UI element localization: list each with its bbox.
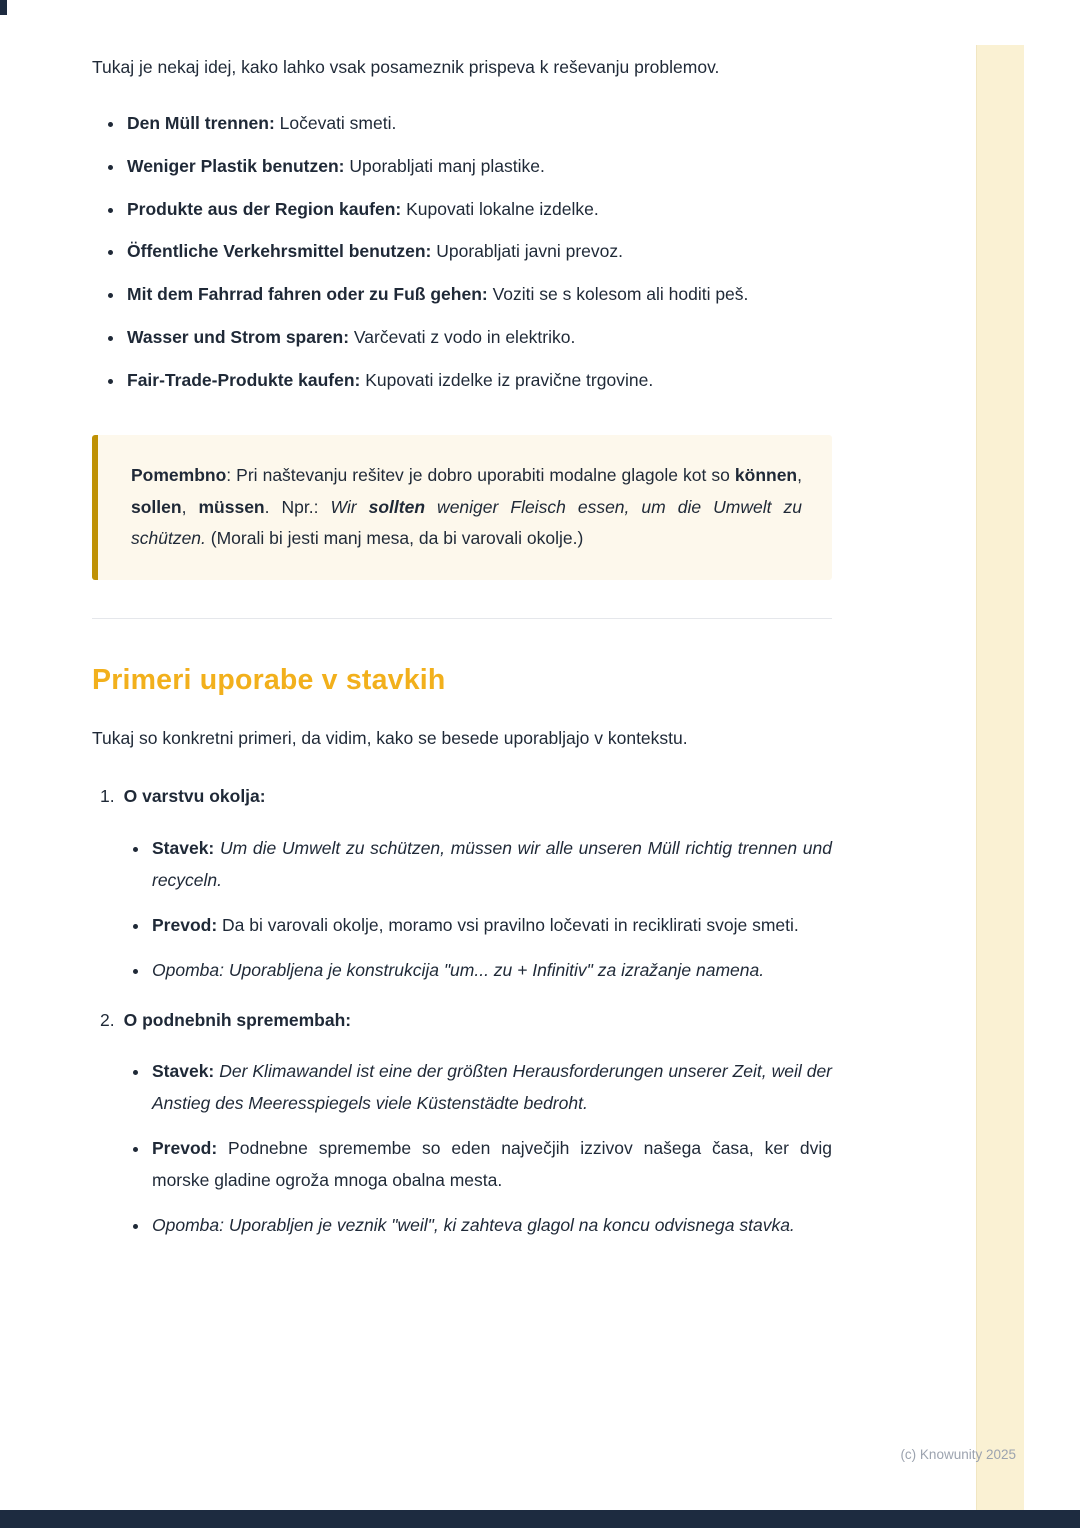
example-number: 2.	[100, 1009, 115, 1030]
idea-translation: Ločevati smeti.	[274, 112, 397, 133]
idea-term: Fair-Trade-Produkte kaufen:	[127, 369, 361, 390]
example-details	[100, 833, 832, 986]
idea-term: Wasser und Strom sparen:	[127, 327, 350, 348]
idea-term: Mit dem Fahrrad fahren oder zu Fuß gehen:	[127, 284, 488, 305]
idea-item	[125, 236, 832, 268]
callout-body-text: : Pri naštevanju rešitev je dobro uporabiti modalne glagole kot so	[226, 464, 735, 485]
section-intro: Tukaj so konkretni primeri, da vidim, kako se besede uporabljajo v kontekstu.	[92, 728, 688, 749]
idea-translation: Kupovati izdelke iz pravične trgovine.	[360, 369, 654, 390]
modal-verb: sollen	[131, 496, 182, 517]
idea-translation: Voziti se s kolesom ali hoditi peš.	[487, 284, 749, 305]
callout-text	[131, 460, 802, 556]
example-sentence-bold: sollten	[368, 496, 426, 517]
example-number: 1.	[100, 786, 115, 807]
idea-item	[125, 151, 832, 183]
stavek-text: Der Klimawandel ist eine der größten Herausforderungen unserer Zeit, weil der Anstieg des Meeresspiegels viele Küstenstädte bedroht.	[152, 1061, 832, 1114]
example-heading: O varstvu okolja:	[123, 786, 266, 807]
modal-verb: müssen	[198, 496, 265, 517]
stavek-label: Stavek:	[152, 1061, 215, 1082]
separator-text: ,	[181, 496, 199, 517]
idea-term: Weniger Plastik benutzen:	[127, 155, 345, 176]
example-item	[92, 781, 832, 986]
prevod-label: Prevod:	[152, 1138, 218, 1159]
idea-translation: Kupovati lokalne izdelke.	[401, 198, 599, 219]
idea-term: Öffentliche Verkehrsmittel benutzen:	[127, 241, 432, 262]
idea-item	[125, 322, 832, 354]
example-title	[100, 781, 832, 813]
stavek-label: Stavek:	[152, 838, 215, 859]
modal-verb: können	[734, 464, 798, 485]
opomba-text: Opomba: Uporabljena je konstrukcija "um... zu + Infinitiv" za izražanje namena.	[152, 959, 765, 980]
prevod-label: Prevod:	[152, 914, 218, 935]
page-edge-stripe	[976, 45, 1024, 1510]
example-note	[150, 1210, 832, 1242]
idea-translation: Varčevati z vodo in elektriko.	[349, 327, 576, 348]
example-sentence	[150, 1056, 832, 1120]
idea-item	[125, 365, 832, 397]
ideas-list	[92, 108, 832, 397]
example-translation	[150, 910, 832, 942]
opomba-text: Opomba: Uporabljen je veznik "weil", ki zahteva glagol na koncu odvisnega stavka.	[152, 1214, 795, 1235]
separator-text: ,	[797, 464, 802, 485]
callout-label: Pomembno	[131, 464, 227, 485]
example-item	[92, 1005, 832, 1242]
idea-term: Den Müll trennen:	[127, 112, 275, 133]
example-sentence	[150, 833, 832, 897]
example-note	[150, 955, 832, 987]
example-sentence-part: Wir	[330, 496, 369, 517]
watermark: (c) Knowunity 2025	[900, 1447, 1016, 1462]
example-translation	[150, 1133, 832, 1197]
important-callout	[92, 435, 832, 581]
idea-translation: Uporabljati javni prevoz.	[431, 241, 623, 262]
example-sentence-part: weniger Fleisch essen, um die Umwelt zu schützen.	[131, 496, 802, 549]
idea-term: Produkte aus der Region kaufen:	[127, 198, 402, 219]
section-divider	[92, 618, 832, 619]
prevod-text: Da bi varovali okolje, moramo vsi pravilno ločevati in reciklirati svoje smeti.	[217, 914, 799, 935]
page-corner-mark	[0, 0, 7, 15]
callout-body-text: . Npr.:	[264, 496, 331, 517]
idea-item	[125, 108, 832, 140]
example-heading: O podnebnih spremembah:	[123, 1009, 352, 1030]
idea-item	[125, 279, 832, 311]
callout-translation: (Morali bi jesti manj mesa, da bi varovali okolje.)	[205, 528, 584, 549]
examples-list	[92, 781, 832, 1241]
document-content	[92, 52, 832, 1260]
footer-bar	[0, 1510, 1080, 1528]
example-title	[100, 1005, 832, 1037]
example-details	[100, 1056, 832, 1241]
intro-paragraph: Tukaj je nekaj idej, kako lahko vsak posameznik prispeva k reševanju problemov.	[92, 57, 720, 77]
stavek-text: Um die Umwelt zu schützen, müssen wir alle unseren Müll richtig trennen und recyceln.	[152, 838, 832, 890]
idea-translation: Uporabljati manj plastike.	[344, 155, 545, 176]
prevod-text: Podnebne spremembe so eden največjih izzivov našega časa, ker dvig morske gladine ogroža mnoga obalna mesta.	[152, 1138, 832, 1190]
section-title: Primeri uporabe v stavkih	[92, 664, 446, 697]
idea-item	[125, 194, 832, 226]
